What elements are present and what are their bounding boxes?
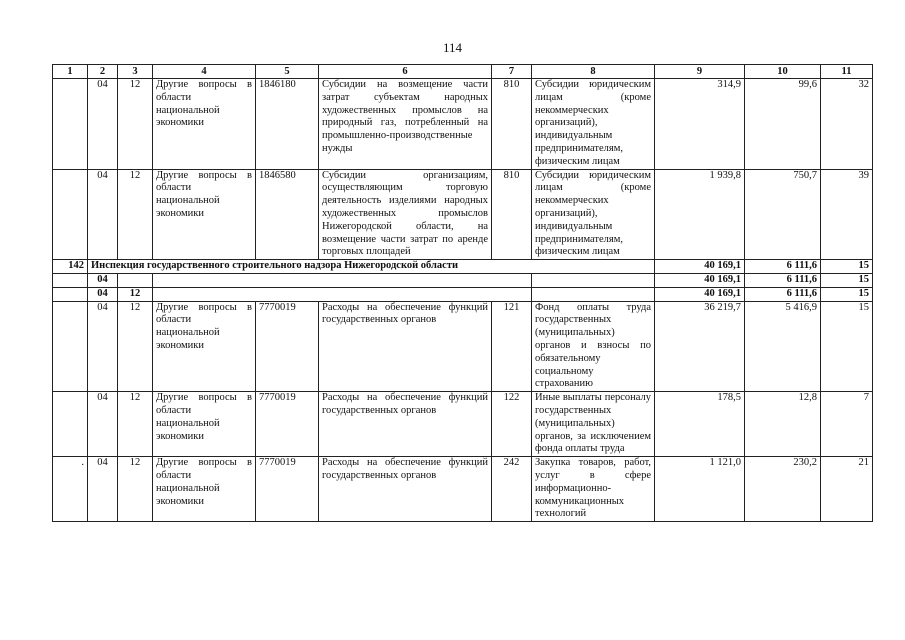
col-header: 1 xyxy=(53,65,88,79)
cell-expense-type: 122 xyxy=(492,392,532,457)
col-header: 8 xyxy=(532,65,655,79)
cell-percent: 15 xyxy=(821,273,873,287)
cell-percent: 32 xyxy=(821,79,873,170)
cell-actual: 750,7 xyxy=(745,169,821,260)
table-row xyxy=(53,169,873,260)
table-row xyxy=(53,79,873,170)
cell-actual: 230,2 xyxy=(745,457,821,522)
cell-plan: 1 939,8 xyxy=(655,169,745,260)
cell-expense-name: Закупка товаров, работ, услуг в сфере информационно-коммуникационных технологий xyxy=(532,457,655,522)
cell-expense-name: Субсидии юридическим лицам (кроме некоммерческих организаций), индивидуальным предпринимателям, физическим лицам xyxy=(532,169,655,260)
table-row xyxy=(53,457,873,522)
budget-table xyxy=(52,64,873,522)
cell-section: 04 xyxy=(88,457,118,522)
section-row xyxy=(53,273,873,287)
cell-percent: 7 xyxy=(821,392,873,457)
cell-actual: 6 111,6 xyxy=(745,287,821,301)
cell-section: 04 xyxy=(88,169,118,260)
cell-expense-name: Иные выплаты персоналу государственных (муниципальных) органов, за исключением фонда оплаты труда xyxy=(532,392,655,457)
col-header: 3 xyxy=(118,65,153,79)
cell-section-name: Другие вопросы в области национальной экономики xyxy=(153,457,256,522)
cell-plan: 40 169,1 xyxy=(655,260,745,274)
cell-subsection: 12 xyxy=(118,169,153,260)
cell-expense-name: Фонд оплаты труда государственных (муниципальных) органов и взносы по обязательному социальному страхованию xyxy=(532,301,655,392)
cell-department-code xyxy=(53,392,88,457)
col-header: 9 xyxy=(655,65,745,79)
department-row xyxy=(53,260,873,274)
cell-actual: 12,8 xyxy=(745,392,821,457)
cell-target-code: 1846580 xyxy=(256,169,319,260)
cell-percent: 39 xyxy=(821,169,873,260)
cell-section: 04 xyxy=(88,273,118,287)
col-header: 4 xyxy=(153,65,256,79)
cell-target-code: 7770019 xyxy=(256,392,319,457)
cell-department-code xyxy=(53,79,88,170)
cell-subsection: 12 xyxy=(118,457,153,522)
cell-department-code xyxy=(53,301,88,392)
col-header: 10 xyxy=(745,65,821,79)
cell-section-name: Другие вопросы в области национальной экономики xyxy=(153,169,256,260)
cell-section-name: Другие вопросы в области национальной экономики xyxy=(153,79,256,170)
cell-expense-name: Субсидии юридическим лицам (кроме некоммерческих организаций), индивидуальным предпринимателям, физическим лицам xyxy=(532,79,655,170)
cell-plan: 40 169,1 xyxy=(655,287,745,301)
cell-target-code: 7770019 xyxy=(256,301,319,392)
cell-section: 04 xyxy=(88,392,118,457)
cell-target-code: 1846180 xyxy=(256,79,319,170)
cell-target-name: Субсидии на возмещение части затрат субъектам народных художественных промыслов на природный газ, потребленный на промышленно-производственные нужды xyxy=(319,79,492,170)
subsection-row xyxy=(53,287,873,301)
col-header: 6 xyxy=(319,65,492,79)
table-row xyxy=(53,392,873,457)
cell-section: 04 xyxy=(88,301,118,392)
cell-subsection: 12 xyxy=(118,287,153,301)
table-row xyxy=(53,301,873,392)
cell-target-name: Расходы на обеспечение функций государственных органов xyxy=(319,392,492,457)
cell-percent: 15 xyxy=(821,287,873,301)
cell-subsection: 12 xyxy=(118,392,153,457)
cell-percent: 21 xyxy=(821,457,873,522)
col-header: 11 xyxy=(821,65,873,79)
cell-target-code: 7770019 xyxy=(256,457,319,522)
cell-subsection: 12 xyxy=(118,301,153,392)
cell-department-code xyxy=(53,169,88,260)
cell-plan: 40 169,1 xyxy=(655,273,745,287)
cell-section: 04 xyxy=(88,79,118,170)
cell-actual: 99,6 xyxy=(745,79,821,170)
cell-department-code: . xyxy=(53,457,88,522)
cell-target-name: Субсидии организациям, осуществляющим торговую деятельность изделиями народных художественных промыслов Нижегородской области, на возмещение части затрат по аренде торговых площадей xyxy=(319,169,492,260)
cell-plan: 36 219,7 xyxy=(655,301,745,392)
cell-expense-type: 242 xyxy=(492,457,532,522)
cell-department-code: 142 xyxy=(53,260,88,274)
cell-subsection: 12 xyxy=(118,79,153,170)
cell-plan: 1 121,0 xyxy=(655,457,745,522)
cell-expense-type: 810 xyxy=(492,79,532,170)
cell-expense-type: 121 xyxy=(492,301,532,392)
cell-section: 04 xyxy=(88,287,118,301)
cell-plan: 314,9 xyxy=(655,79,745,170)
cell-actual: 5 416,9 xyxy=(745,301,821,392)
cell-expense-type: 810 xyxy=(492,169,532,260)
cell-section-name: Другие вопросы в области национальной экономики xyxy=(153,301,256,392)
col-header: 7 xyxy=(492,65,532,79)
cell-percent: 15 xyxy=(821,301,873,392)
cell-section-name: Другие вопросы в области национальной экономики xyxy=(153,392,256,457)
cell-target-name: Расходы на обеспечение функций государственных органов xyxy=(319,457,492,522)
cell-actual: 6 111,6 xyxy=(745,260,821,274)
col-header: 2 xyxy=(88,65,118,79)
cell-actual: 6 111,6 xyxy=(745,273,821,287)
cell-percent: 15 xyxy=(821,260,873,274)
department-name: Инспекция государственного строительного надзора Нижегородской области xyxy=(88,260,655,274)
cell-plan: 178,5 xyxy=(655,392,745,457)
col-header: 5 xyxy=(256,65,319,79)
page-number: 114 xyxy=(442,40,463,55)
header-row xyxy=(53,65,873,79)
cell-target-name: Расходы на обеспечение функций государственных органов xyxy=(319,301,492,392)
